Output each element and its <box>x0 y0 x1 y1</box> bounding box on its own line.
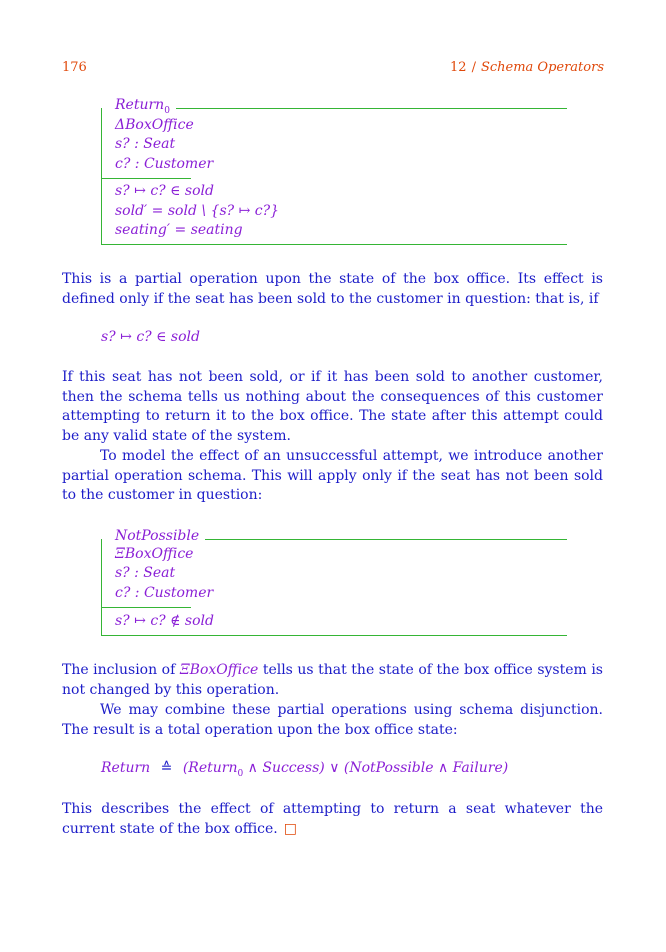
schema-left-rule <box>101 539 102 636</box>
schema-pred-line: s? ↦ c? ∈ sold <box>115 183 214 199</box>
paragraph: We may combine these partial operations using schema disjunction. The result is a total operation upon the box office state: <box>62 702 603 738</box>
chapter-title: Schema Operators <box>480 60 604 75</box>
schema-top-rule <box>201 539 567 540</box>
chapter-number: 12 <box>450 60 467 75</box>
display-math: s? ↦ c? ∈ sold <box>101 329 200 345</box>
schema-pred-line: seating′ = seating <box>115 222 243 238</box>
display-math: Return ≙ (Return$_0$ ∧ Success) ∨ (NotPossible ∧ Failure) <box>101 760 509 779</box>
schema-title: NotPossible <box>115 528 205 544</box>
page-number: 176 <box>62 60 87 75</box>
schema-pred-line: s? ↦ c? ∉ sold <box>115 613 214 629</box>
paragraph: This is a partial operation upon the state of the box office. Its effect is defined only if the seat has been sold to the customer in question: that is, if <box>62 271 603 307</box>
schema-notpossible <box>101 529 567 639</box>
running-head: 12 / Schema Operators <box>450 60 604 75</box>
schema-decl-line: ΞBoxOffice <box>115 546 194 562</box>
paragraph: The inclusion of ΞBoxOffice tells us that the state of the box office system is not changed by this operation. <box>62 662 603 698</box>
schema-left-rule <box>101 108 102 244</box>
schema-decl-line: s? : Seat <box>115 136 176 152</box>
qed-symbol: □ <box>283 820 297 837</box>
schema-divider <box>101 607 191 608</box>
schema-title: Return$_0$ <box>115 97 176 119</box>
paragraph: If this seat has not been sold, or if it has been sold to another customer, then the schema tells us nothing about the consequences of this customer attempting to return it to the box office. The state after this attempt could be any valid state of the system. <box>62 369 603 444</box>
schema-decl-line: s? : Seat <box>115 565 176 581</box>
paragraph: To model the effect of an unsuccessful attempt, we introduce another partial operation schema. This will apply only if the seat has not been sold to the customer in question: <box>62 448 603 504</box>
schema-top-rule <box>175 108 567 109</box>
schema-pred-line: sold′ = sold \ {s? ↦ c?} <box>115 203 280 219</box>
paragraph: This describes the effect of attempting to return a seat whatever the current state of the box office. □ <box>62 801 603 837</box>
schema-decl-line: c? : Customer <box>115 156 214 172</box>
schema-bottom-rule <box>101 244 567 245</box>
schema-return0 <box>101 97 567 246</box>
schema-bottom-rule <box>101 635 567 636</box>
schema-decl-line: ΔBoxOffice <box>115 117 194 133</box>
schema-divider <box>101 178 191 179</box>
schema-decl-line: c? : Customer <box>115 585 214 601</box>
